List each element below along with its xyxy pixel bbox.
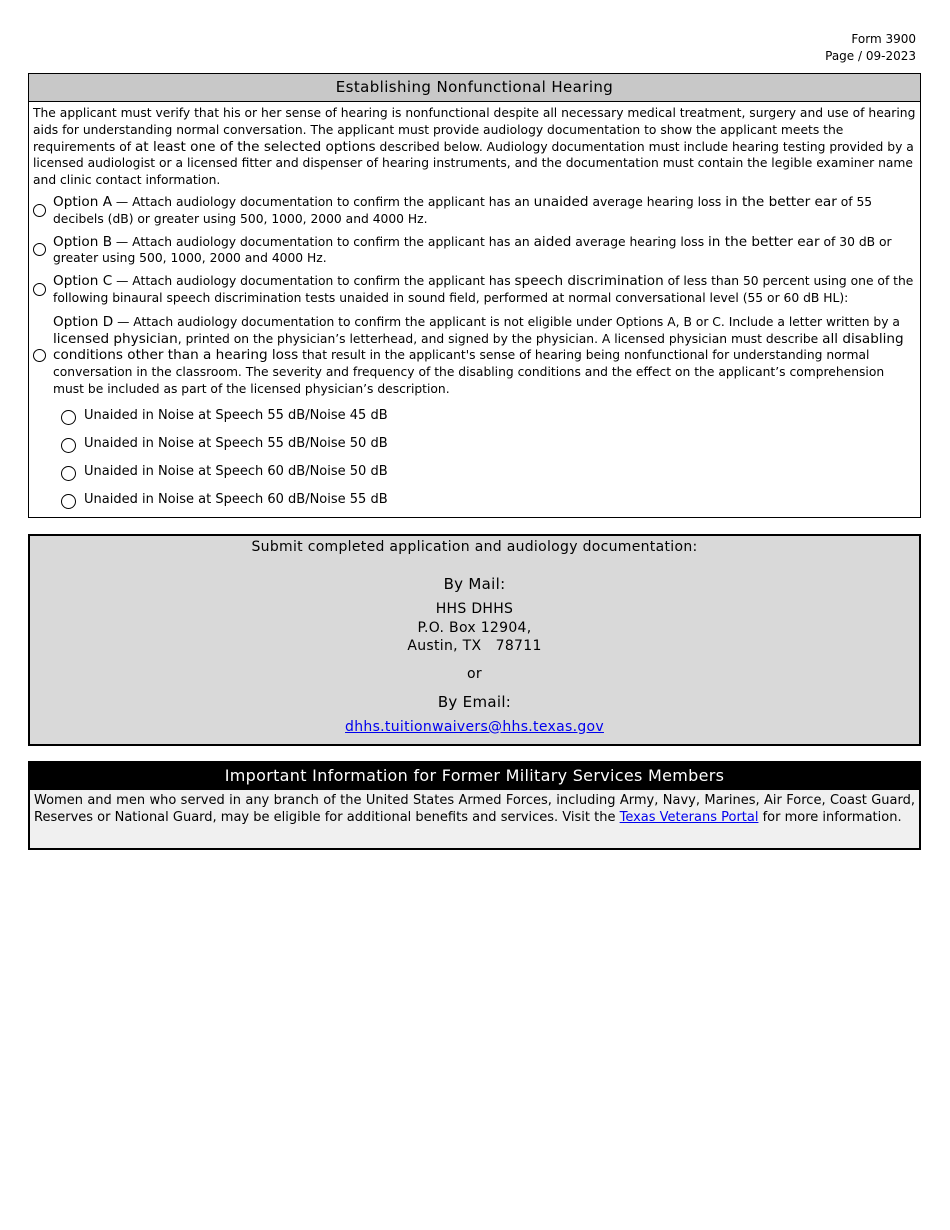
by-email-label: By Email: [437, 692, 512, 711]
speech-test-option-4 [29, 491, 920, 519]
military-section [28, 761, 921, 850]
submit-intro: Submit completed application and audiology documentation: [251, 539, 698, 555]
intro-part2: described below. Audiology documentation must include hearing testing provided by a licensed audiologist or a licensed fitter and dispenser of hearing instruments, and the documentation must contain the legible examiner name and clinic contact information. [33, 139, 914, 188]
speech-test-1-label: Unaided in Noise at Speech 55 dB/Noise 45 dB [84, 407, 388, 423]
speech-test-option-3 [29, 463, 920, 491]
speech-test-options [29, 407, 920, 519]
military-text [30, 790, 919, 826]
option-a-text1: — Attach audiology documentation to confirm the applicant has an [112, 194, 534, 209]
hearing-section-title: Establishing Nonfunctional Hearing [29, 74, 920, 102]
hearing-section [28, 73, 921, 518]
option-d-text2: , printed on the physician’s letterhead, and signed by the physician. A licensed physician must describe [177, 331, 823, 346]
option-c-label: Option C [53, 273, 113, 290]
speech-test-2-label: Unaided in Noise at Speech 55 dB/Noise 50 dB [84, 435, 388, 451]
option-d-emphasis1: licensed physician [53, 330, 178, 347]
option-d-emphasis2: all disabling conditions other than a hearing loss [53, 330, 904, 364]
option-a-emphasis1: unaided [533, 193, 589, 210]
option-a-label: Option A [53, 193, 112, 210]
option-b-label: Option B [53, 233, 113, 250]
option-a [29, 194, 920, 228]
speech-test-1-radio[interactable] [61, 410, 76, 425]
option-b-text1: — Attach audiology documentation to confirm the applicant has an [112, 234, 534, 249]
option-b-text3: of 30 dB or greater using 500, 1000, 2000 and 4000 Hz. [53, 234, 892, 266]
address-line-2: P.O. Box 12904, [417, 619, 532, 636]
option-d-label: Option D [53, 313, 114, 330]
intro-emphasis: at least one of the selected options [134, 138, 376, 155]
military-text1: Women and men who served in any branch of the United States Armed Forces, including Army, Navy, Marines, Air Force, Coast Guard, Reserves or National Guard, may be eligible for additional benefits and services. Visit the [34, 793, 915, 825]
option-a-emphasis2: in the better ear [725, 193, 837, 210]
form-number: Form 3900 [851, 32, 916, 46]
option-d-text1: — Attach audiology documentation to confirm the applicant is not eligible under Options A, B or C. Include a letter written by a [113, 314, 900, 329]
option-b-emphasis2: in the better ear [708, 233, 820, 250]
option-c-text2: of less than 50 percent using one of the following binaural speech discrimination tests unaided in sound field, performed at normal conversational level (55 or 60 dB HL): [53, 274, 914, 305]
speech-test-4-label: Unaided in Noise at Speech 60 dB/Noise 55 dB [84, 491, 388, 507]
form-header [825, 31, 916, 65]
option-c-emphasis1: speech discrimination [514, 273, 664, 290]
by-mail-label: By Mail: [443, 575, 506, 593]
speech-test-4-radio[interactable] [61, 494, 76, 509]
option-b [29, 234, 920, 268]
or-label: or [467, 665, 482, 682]
speech-test-2-radio[interactable] [61, 438, 76, 453]
speech-test-option-1 [29, 407, 920, 435]
option-a-text3: of 55 decibels (dB) or greater using 500, 1000, 2000 and 4000 Hz. [53, 194, 873, 226]
option-b-emphasis1: aided [533, 233, 572, 250]
submit-section [28, 534, 921, 746]
mailing-address [30, 600, 919, 656]
option-d-text3: that result in the applicant's sense of hearing being nonfunctional for understanding normal conversation in the classroom. The severity and frequency of the disabling conditions and the effect on the applicant’s comprehension must be included as part of the licensed physician’s description. [53, 348, 885, 396]
option-d-radio[interactable] [33, 349, 46, 362]
option-c-text1: — Attach audiology documentation to confirm the applicant has [112, 274, 515, 289]
option-b-text2: average hearing loss [571, 234, 709, 249]
speech-test-3-label: Unaided in Noise at Speech 60 dB/Noise 50 dB [84, 463, 388, 479]
page-revision: Page / 09-2023 [825, 49, 916, 63]
address-line-3: Austin, TX 78711 [407, 638, 542, 654]
speech-test-option-2 [29, 435, 920, 463]
option-d [29, 314, 920, 398]
military-section-title: Important Information for Former Military Services Members [30, 763, 919, 790]
texas-veterans-portal-link[interactable]: Texas Veterans Portal [619, 809, 759, 825]
option-c [29, 273, 920, 307]
speech-test-3-radio[interactable] [61, 466, 76, 481]
option-b-radio[interactable] [33, 243, 46, 256]
email-link[interactable]: dhhs.tuitionwaivers@hhs.texas.gov [345, 718, 604, 735]
email-line [30, 718, 919, 736]
military-text2: for more information. [758, 809, 902, 825]
address-line-1: HHS DHHS [435, 601, 514, 617]
intro-part1: The applicant must verify that his or her sense of hearing is nonfunctional despite all necessary medical treatment, surgery and use of hearing aids for understanding normal conversation. The applicant must provide audiology documentation to show the applicant meets the requirements of [33, 106, 916, 154]
option-c-radio[interactable] [33, 283, 46, 296]
option-a-text2: average hearing loss [588, 194, 726, 209]
option-a-radio[interactable] [33, 204, 46, 217]
hearing-intro [29, 102, 920, 189]
